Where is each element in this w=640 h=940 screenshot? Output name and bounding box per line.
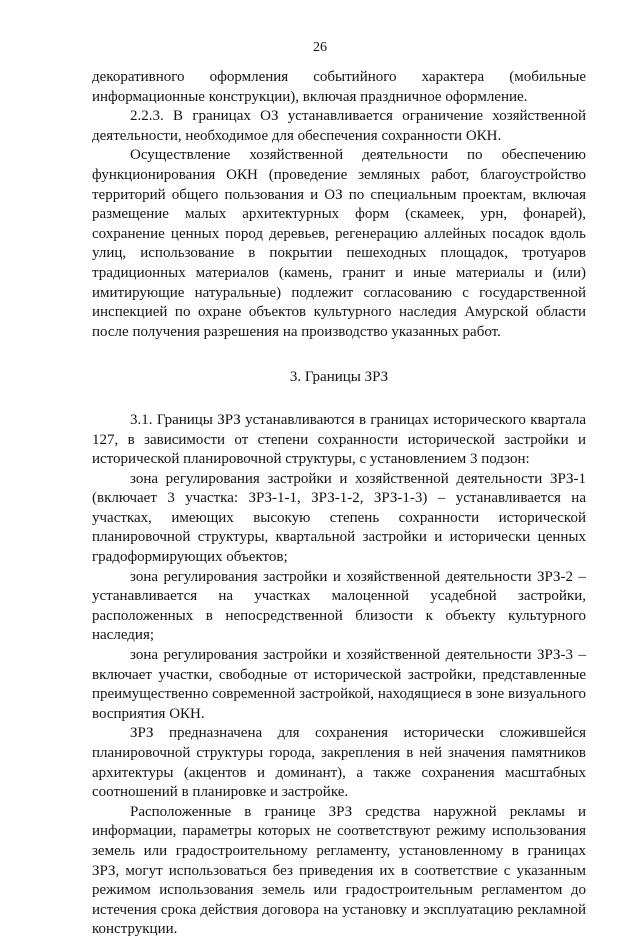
- document-body: [92, 68, 586, 940]
- page-number: 26: [313, 40, 327, 55]
- paragraph-zrz-purpose: ЗРЗ предназначена для сохранения исторически сложившейся планировочной структуры города, закрепления в ней значения памятников архитектуры (акцентов и доминант), а также сохранения масштабных соотношений в планировке и застройке.: [92, 725, 586, 801]
- paragraph-zone-zrz-3: зона регулирования застройки и хозяйственной деятельности ЗРЗ-3 – включает участки, свободные от исторической застройки, представленные преимущественно современной застройкой, находящиеся в зоне визуального восприятия ОКН.: [92, 647, 586, 722]
- paragraph-outdoor-advertising: Расположенные в границе ЗРЗ средства наружной рекламы и информации, параметры которых не соответствуют режиму использования земель или градостроительному регламенту, установленному в границах ЗРЗ, могут использоваться без приведения их в соответствие с указанным режимом использования земель или градостроительным регламентом до истечения срока действия договора на установку и эксплуатацию рекламной конструкции.: [92, 803, 586, 938]
- paragraph-zone-zrz-1: зона регулирования застройки и хозяйственной деятельности ЗРЗ-1 (включает 3 участка: ЗРЗ-1-1, ЗРЗ-1-2, ЗРЗ-1-3) – устанавливается на участках, имеющих высокую степень сохранности исторической планировочной структуры, квартальной застройки и исторически ценных градоформирующих объектов;: [92, 470, 586, 566]
- paragraph-economic-activity: Осуществление хозяйственной деятельности по обеспечению функционирования ОКН (проведение земляных работ, благоустройство территорий общего пользования и ОЗ по специальным проектам, включая размещение малых архитектурных форм (скамеек, урн, фонарей), сохранение ценных пород деревьев, регенерацию аллейных посадок вдоль улиц, использование в покрытии пешеходных площадок, тротуаров традиционных материалов (камень, гранит и иные материалы и (или) имитирующие натуральные) подлежит согласованию с государственной инспекцией по охране объектов культурного наследия Амурской области после получения разрешения на производство указанных работ.: [92, 147, 586, 340]
- paragraph-zone-zrz-2: зона регулирования застройки и хозяйственной деятельности ЗРЗ-2 – устанавливается на участках малоценной усадебной застройки, расположенных в непосредственной близости к объекту культурного наследия;: [92, 568, 586, 644]
- paragraph-decor-continuation: декоративного оформления событийного характера (мобильные информационные конструкции), включая праздничное оформление.: [92, 69, 586, 105]
- section-heading-zrz-boundaries: 3. Границы ЗРЗ: [289, 369, 389, 386]
- paragraph-2-2-3: 2.2.3. В границах ОЗ устанавливается ограничение хозяйственной деятельности, необходимое для обеспечения сохранности ОКН.: [92, 108, 586, 144]
- paragraph-3-1: 3.1. Границы ЗРЗ устанавливаются в границах исторического квартала 127, в зависимости от степени сохранности исторической застройки и исторической планировочной структуры, с установлением 3 подзон:: [92, 411, 586, 468]
